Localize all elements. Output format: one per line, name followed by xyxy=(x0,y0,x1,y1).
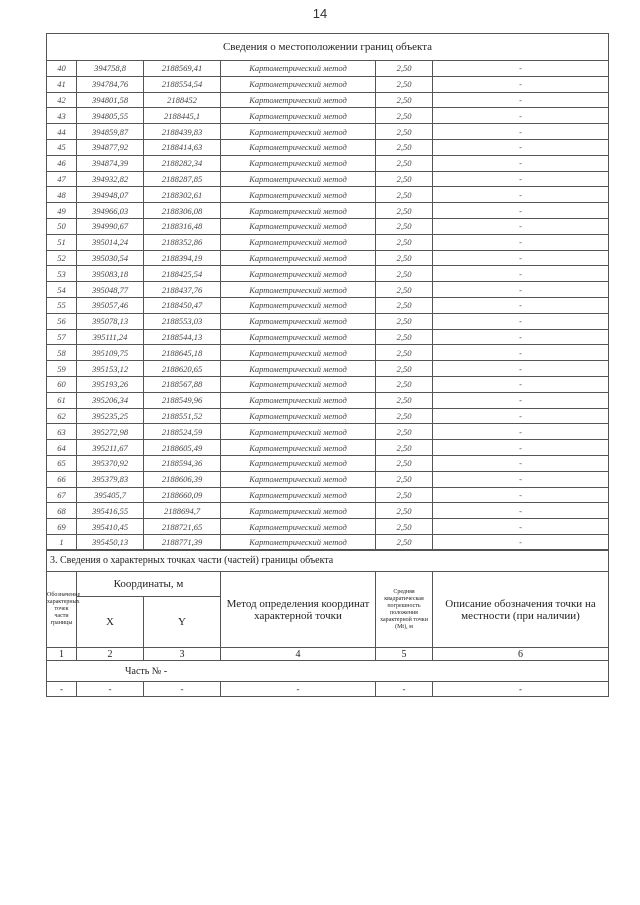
method-cell: Картометрический метод xyxy=(221,440,376,456)
accuracy-cell: 2,50 xyxy=(376,187,433,203)
point-number-cell: 67 xyxy=(47,487,77,503)
point-number-cell: 41 xyxy=(47,76,77,92)
description-cell: - xyxy=(433,266,609,282)
point-number-cell: 1 xyxy=(47,534,77,550)
y-coordinate-cell: 2188721,65 xyxy=(144,519,221,535)
y-coordinate-cell: 2188569,41 xyxy=(144,61,221,77)
x-coordinate-cell: 395153,12 xyxy=(77,361,144,377)
description-cell: - xyxy=(433,234,609,250)
accuracy-cell: 2,50 xyxy=(376,282,433,298)
table-row xyxy=(47,155,609,171)
method-cell: Картометрический метод xyxy=(221,455,376,471)
table-row xyxy=(47,171,609,187)
column-number: 4 xyxy=(221,648,376,661)
x-coordinate-cell: 394801,58 xyxy=(77,92,144,108)
x-coordinate-cell: 395416,55 xyxy=(77,503,144,519)
x-coordinate-cell: 395109,75 xyxy=(77,345,144,361)
table-row xyxy=(47,440,609,456)
part-row xyxy=(47,661,609,682)
header-description: Описание обозначения точки на местности (при наличии) xyxy=(433,572,609,648)
description-cell: - xyxy=(433,124,609,140)
point-number-cell: 52 xyxy=(47,250,77,266)
description-cell: - xyxy=(433,155,609,171)
method-cell: Картометрический метод xyxy=(221,297,376,313)
point-number-cell: 68 xyxy=(47,503,77,519)
description-cell: - xyxy=(433,361,609,377)
table-row xyxy=(47,282,609,298)
accuracy-cell: 2,50 xyxy=(376,424,433,440)
description-cell: - xyxy=(433,503,609,519)
point-number-cell: 59 xyxy=(47,361,77,377)
table-row xyxy=(47,424,609,440)
description-cell: - xyxy=(433,329,609,345)
y-coordinate-cell: 2188352,86 xyxy=(144,234,221,250)
empty-point-row xyxy=(47,682,609,697)
x-coordinate-cell: 395410,45 xyxy=(77,519,144,535)
table-row xyxy=(47,76,609,92)
point-number-cell: 65 xyxy=(47,455,77,471)
method-cell: Картометрический метод xyxy=(221,534,376,550)
accuracy-cell: 2,50 xyxy=(376,471,433,487)
y-coordinate-cell: 2188282,34 xyxy=(144,155,221,171)
x-coordinate-cell: 394948,07 xyxy=(77,187,144,203)
y-coordinate-cell: 2188645,18 xyxy=(144,345,221,361)
description-cell: - xyxy=(433,61,609,77)
table-cell: - xyxy=(221,682,376,697)
description-cell: - xyxy=(433,519,609,535)
accuracy-cell: 2,50 xyxy=(376,171,433,187)
method-cell: Картометрический метод xyxy=(221,61,376,77)
accuracy-cell: 2,50 xyxy=(376,92,433,108)
x-coordinate-cell: 395030,54 xyxy=(77,250,144,266)
x-coordinate-cell: 395211,67 xyxy=(77,440,144,456)
table-row xyxy=(47,124,609,140)
x-coordinate-cell: 395370,92 xyxy=(77,455,144,471)
method-cell: Картометрический метод xyxy=(221,329,376,345)
y-coordinate-cell: 2188306,08 xyxy=(144,203,221,219)
column-number: 1 xyxy=(47,648,77,661)
x-coordinate-cell: 394874,39 xyxy=(77,155,144,171)
table-row xyxy=(47,187,609,203)
point-number-cell: 60 xyxy=(47,376,77,392)
table-row xyxy=(47,313,609,329)
point-number-cell: 54 xyxy=(47,282,77,298)
point-number-cell: 56 xyxy=(47,313,77,329)
table-cell: - xyxy=(77,682,144,697)
description-cell: - xyxy=(433,76,609,92)
method-cell: Картометрический метод xyxy=(221,487,376,503)
description-cell: - xyxy=(433,297,609,313)
description-cell: - xyxy=(433,487,609,503)
table-row xyxy=(47,108,609,124)
method-cell: Картометрический метод xyxy=(221,282,376,298)
accuracy-cell: 2,50 xyxy=(376,250,433,266)
table-row xyxy=(47,297,609,313)
x-coordinate-cell: 395235,25 xyxy=(77,408,144,424)
y-coordinate-cell: 2188425,54 xyxy=(144,266,221,282)
description-cell: - xyxy=(433,92,609,108)
table-row xyxy=(47,503,609,519)
x-coordinate-cell: 395048,77 xyxy=(77,282,144,298)
point-number-cell: 57 xyxy=(47,329,77,345)
header-point-designation: Обозначение характерных точек части границы xyxy=(47,572,77,648)
table-row xyxy=(47,471,609,487)
part-points-table xyxy=(46,549,609,697)
y-coordinate-cell: 2188302,61 xyxy=(144,187,221,203)
method-cell: Картометрический метод xyxy=(221,424,376,440)
table-row xyxy=(47,250,609,266)
point-number-cell: 62 xyxy=(47,408,77,424)
method-cell: Картометрический метод xyxy=(221,155,376,171)
description-cell: - xyxy=(433,471,609,487)
x-coordinate-cell: 394966,03 xyxy=(77,203,144,219)
accuracy-cell: 2,50 xyxy=(376,361,433,377)
accuracy-cell: 2,50 xyxy=(376,124,433,140)
description-cell: - xyxy=(433,455,609,471)
table-cell: - xyxy=(376,682,433,697)
table-row xyxy=(47,218,609,234)
point-number-cell: 50 xyxy=(47,218,77,234)
description-cell: - xyxy=(433,203,609,219)
y-coordinate-cell: 2188620,65 xyxy=(144,361,221,377)
y-coordinate-cell: 2188553,03 xyxy=(144,313,221,329)
y-coordinate-cell: 2188551,52 xyxy=(144,408,221,424)
accuracy-cell: 2,50 xyxy=(376,218,433,234)
accuracy-cell: 2,50 xyxy=(376,408,433,424)
table-row xyxy=(47,203,609,219)
description-cell: - xyxy=(433,108,609,124)
table-row xyxy=(47,376,609,392)
point-number-cell: 55 xyxy=(47,297,77,313)
x-coordinate-cell: 394990,67 xyxy=(77,218,144,234)
table-cell: - xyxy=(47,682,77,697)
method-cell: Картометрический метод xyxy=(221,203,376,219)
table-row xyxy=(47,534,609,550)
accuracy-cell: 2,50 xyxy=(376,155,433,171)
header-x: X xyxy=(77,597,144,648)
description-cell: - xyxy=(433,408,609,424)
method-cell: Картометрический метод xyxy=(221,218,376,234)
table-row xyxy=(47,392,609,408)
point-number-cell: 47 xyxy=(47,171,77,187)
y-coordinate-cell: 2188771,39 xyxy=(144,534,221,550)
accuracy-cell: 2,50 xyxy=(376,455,433,471)
y-coordinate-cell: 2188414,63 xyxy=(144,139,221,155)
table-row xyxy=(47,61,609,77)
accuracy-cell: 2,50 xyxy=(376,487,433,503)
x-coordinate-cell: 394877,92 xyxy=(77,139,144,155)
y-coordinate-cell: 2188554,54 xyxy=(144,76,221,92)
method-cell: Картометрический метод xyxy=(221,234,376,250)
method-cell: Картометрический метод xyxy=(221,171,376,187)
y-coordinate-cell: 2188594,36 xyxy=(144,455,221,471)
table-cell: - xyxy=(433,682,609,697)
x-coordinate-cell: 394758,8 xyxy=(77,61,144,77)
description-cell: - xyxy=(433,282,609,298)
y-coordinate-cell: 2188316,48 xyxy=(144,218,221,234)
accuracy-cell: 2,50 xyxy=(376,392,433,408)
table-row xyxy=(47,487,609,503)
x-coordinate-cell: 395014,24 xyxy=(77,234,144,250)
x-coordinate-cell: 395379,83 xyxy=(77,471,144,487)
method-cell: Картометрический метод xyxy=(221,250,376,266)
method-cell: Картометрический метод xyxy=(221,266,376,282)
point-number-cell: 61 xyxy=(47,392,77,408)
point-number-cell: 58 xyxy=(47,345,77,361)
method-cell: Картометрический метод xyxy=(221,76,376,92)
x-coordinate-cell: 394859,87 xyxy=(77,124,144,140)
point-number-cell: 40 xyxy=(47,61,77,77)
accuracy-cell: 2,50 xyxy=(376,440,433,456)
x-coordinate-cell: 395078,13 xyxy=(77,313,144,329)
point-number-cell: 53 xyxy=(47,266,77,282)
table-row xyxy=(47,345,609,361)
accuracy-cell: 2,50 xyxy=(376,61,433,77)
header-y: Y xyxy=(144,597,221,648)
point-number-cell: 63 xyxy=(47,424,77,440)
method-cell: Картометрический метод xyxy=(221,124,376,140)
header-mt: Средняя квадратическая погрешность положения характерной точки (Mt), м xyxy=(376,572,433,648)
method-cell: Картометрический метод xyxy=(221,92,376,108)
point-number-cell: 64 xyxy=(47,440,77,456)
y-coordinate-cell: 2188394,19 xyxy=(144,250,221,266)
y-coordinate-cell: 2188450,47 xyxy=(144,297,221,313)
y-coordinate-cell: 2188567,88 xyxy=(144,376,221,392)
section-title: Сведения о местоположении границ объекта xyxy=(47,34,609,61)
point-number-cell: 69 xyxy=(47,519,77,535)
x-coordinate-cell: 395083,18 xyxy=(77,266,144,282)
accuracy-cell: 2,50 xyxy=(376,266,433,282)
y-coordinate-cell: 2188287,85 xyxy=(144,171,221,187)
accuracy-cell: 2,50 xyxy=(376,139,433,155)
page-number: 14 xyxy=(312,6,328,21)
accuracy-cell: 2,50 xyxy=(376,76,433,92)
column-number-row xyxy=(47,648,609,661)
description-cell: - xyxy=(433,218,609,234)
x-coordinate-cell: 395057,46 xyxy=(77,297,144,313)
y-coordinate-cell: 2188524,59 xyxy=(144,424,221,440)
header-method: Метод определения координат характерной точки xyxy=(221,572,376,648)
point-number-cell: 48 xyxy=(47,187,77,203)
accuracy-cell: 2,50 xyxy=(376,329,433,345)
y-coordinate-cell: 2188605,49 xyxy=(144,440,221,456)
x-coordinate-cell: 395193,26 xyxy=(77,376,144,392)
table-row xyxy=(47,92,609,108)
point-number-cell: 42 xyxy=(47,92,77,108)
method-cell: Картометрический метод xyxy=(221,392,376,408)
table-row xyxy=(47,234,609,250)
point-number-cell: 45 xyxy=(47,139,77,155)
description-cell: - xyxy=(433,345,609,361)
x-coordinate-cell: 394932,82 xyxy=(77,171,144,187)
part-label: Часть № - xyxy=(125,665,168,677)
x-coordinate-cell: 394784,76 xyxy=(77,76,144,92)
method-cell: Картометрический метод xyxy=(221,376,376,392)
method-cell: Картометрический метод xyxy=(221,519,376,535)
accuracy-cell: 2,50 xyxy=(376,108,433,124)
method-cell: Картометрический метод xyxy=(221,345,376,361)
accuracy-cell: 2,50 xyxy=(376,203,433,219)
accuracy-cell: 2,50 xyxy=(376,234,433,250)
column-number: 3 xyxy=(144,648,221,661)
point-number-cell: 44 xyxy=(47,124,77,140)
method-cell: Картометрический метод xyxy=(221,361,376,377)
table-row xyxy=(47,361,609,377)
x-coordinate-cell: 395450,13 xyxy=(77,534,144,550)
point-number-cell: 51 xyxy=(47,234,77,250)
table-row xyxy=(47,139,609,155)
method-cell: Картометрический метод xyxy=(221,408,376,424)
description-cell: - xyxy=(433,139,609,155)
table-row xyxy=(47,329,609,345)
description-cell: - xyxy=(433,376,609,392)
accuracy-cell: 2,50 xyxy=(376,297,433,313)
method-cell: Картометрический метод xyxy=(221,187,376,203)
section3-title: 3. Сведения о характерных точках части (частей) границы объекта xyxy=(47,550,609,572)
description-cell: - xyxy=(433,313,609,329)
method-cell: Картометрический метод xyxy=(221,108,376,124)
point-number-cell: 66 xyxy=(47,471,77,487)
x-coordinate-cell: 395405,7 xyxy=(77,487,144,503)
method-cell: Картометрический метод xyxy=(221,139,376,155)
accuracy-cell: 2,50 xyxy=(376,313,433,329)
method-cell: Картометрический метод xyxy=(221,471,376,487)
y-coordinate-cell: 2188439,83 xyxy=(144,124,221,140)
y-coordinate-cell: 2188549,96 xyxy=(144,392,221,408)
description-cell: - xyxy=(433,250,609,266)
accuracy-cell: 2,50 xyxy=(376,345,433,361)
table-row xyxy=(47,455,609,471)
y-coordinate-cell: 2188660,09 xyxy=(144,487,221,503)
x-coordinate-cell: 395111,24 xyxy=(77,329,144,345)
method-cell: Картометрический метод xyxy=(221,313,376,329)
description-cell: - xyxy=(433,187,609,203)
description-cell: - xyxy=(433,171,609,187)
header-coordinates: Координаты, м xyxy=(77,572,221,597)
x-coordinate-cell: 395272,98 xyxy=(77,424,144,440)
table-cell: - xyxy=(144,682,221,697)
y-coordinate-cell: 2188437,76 xyxy=(144,282,221,298)
x-coordinate-cell: 395206,34 xyxy=(77,392,144,408)
y-coordinate-cell: 2188544,13 xyxy=(144,329,221,345)
accuracy-cell: 2,50 xyxy=(376,534,433,550)
y-coordinate-cell: 2188606,39 xyxy=(144,471,221,487)
y-coordinate-cell: 2188445,1 xyxy=(144,108,221,124)
x-coordinate-cell: 394805,55 xyxy=(77,108,144,124)
column-number: 2 xyxy=(77,648,144,661)
boundary-location-table xyxy=(46,33,609,551)
accuracy-cell: 2,50 xyxy=(376,376,433,392)
table-row xyxy=(47,519,609,535)
accuracy-cell: 2,50 xyxy=(376,503,433,519)
accuracy-cell: 2,50 xyxy=(376,519,433,535)
column-number: 6 xyxy=(433,648,609,661)
method-cell: Картометрический метод xyxy=(221,503,376,519)
table-row xyxy=(47,408,609,424)
point-number-cell: 46 xyxy=(47,155,77,171)
y-coordinate-cell: 2188452 xyxy=(144,92,221,108)
description-cell: - xyxy=(433,424,609,440)
column-number: 5 xyxy=(376,648,433,661)
y-coordinate-cell: 2188694,7 xyxy=(144,503,221,519)
point-number-cell: 43 xyxy=(47,108,77,124)
description-cell: - xyxy=(433,392,609,408)
table-row xyxy=(47,266,609,282)
description-cell: - xyxy=(433,440,609,456)
point-number-cell: 49 xyxy=(47,203,77,219)
description-cell: - xyxy=(433,534,609,550)
